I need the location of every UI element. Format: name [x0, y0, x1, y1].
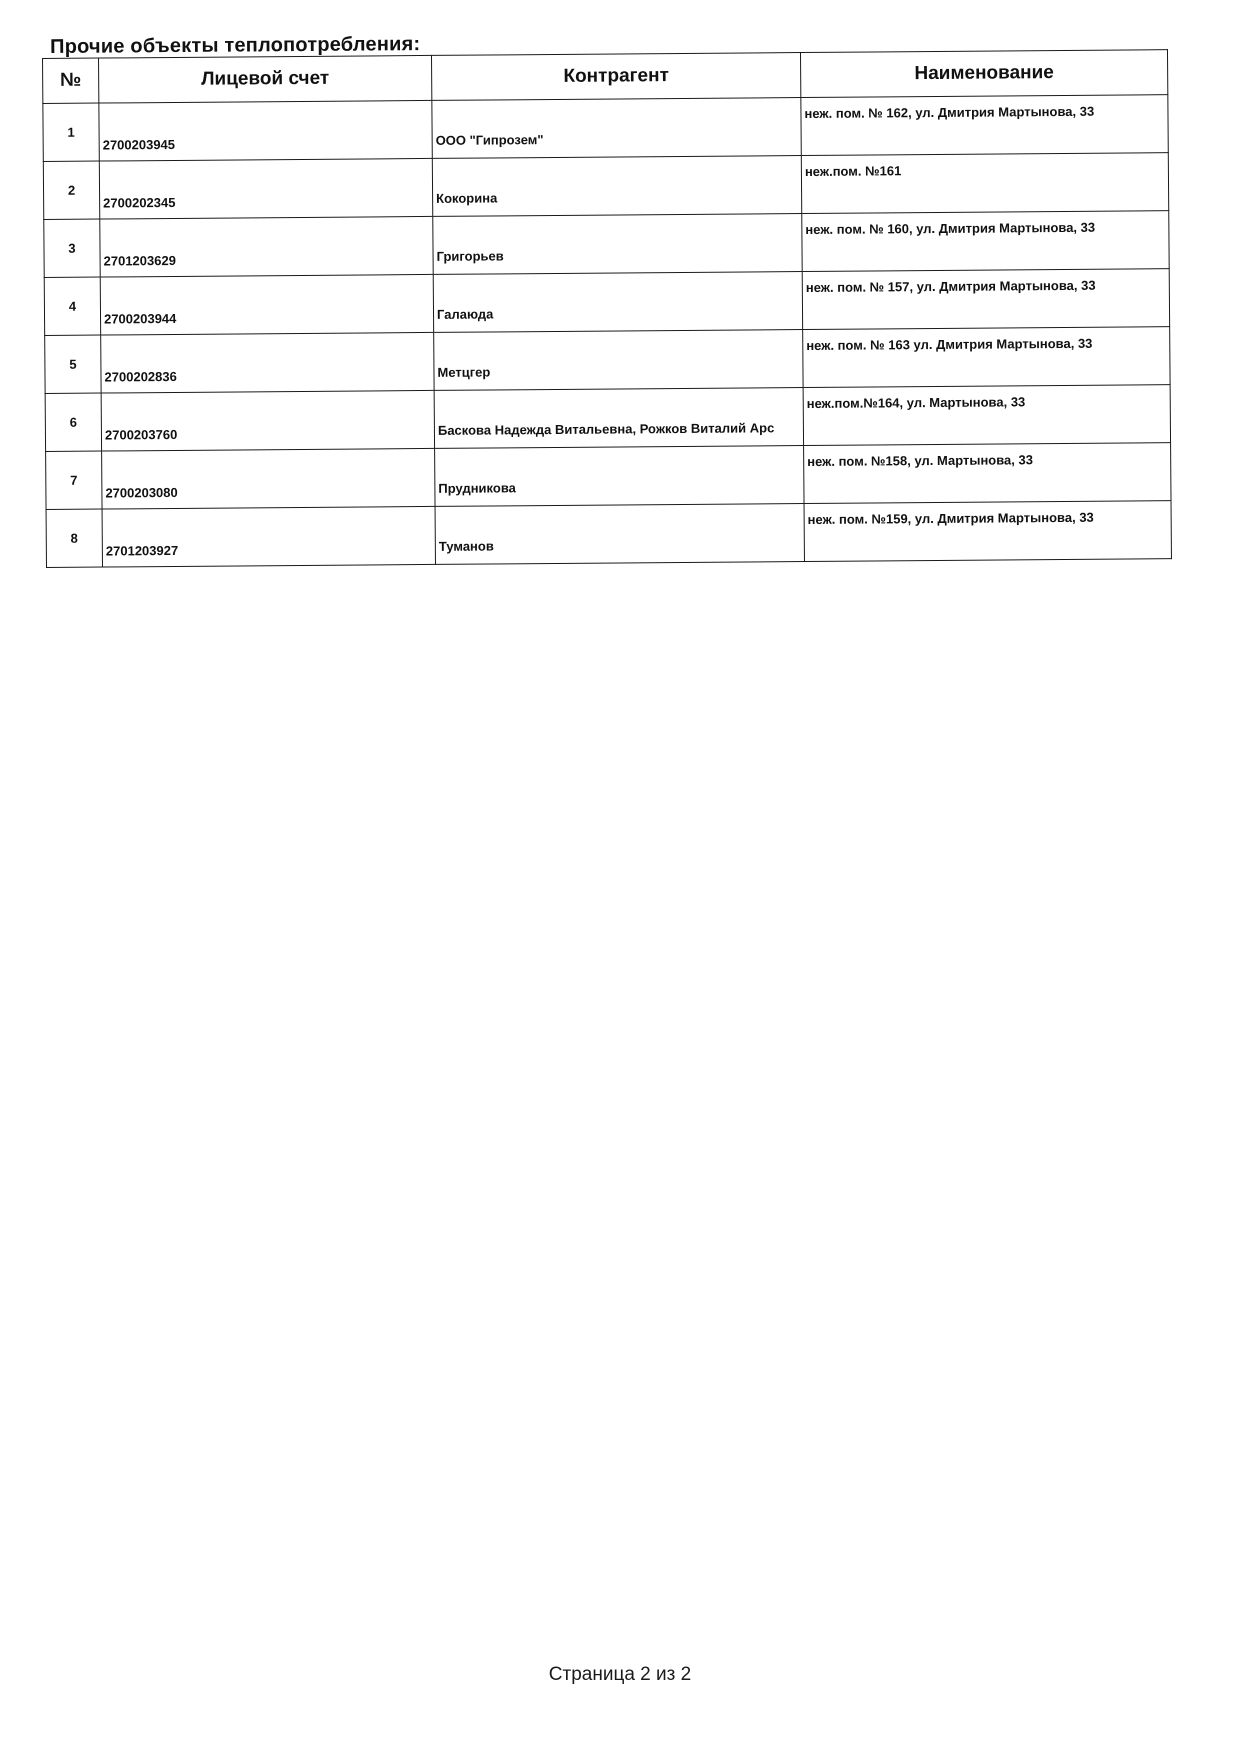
- row-counterparty: Галаюда: [433, 272, 802, 333]
- table-row: [43, 95, 1168, 162]
- row-name: неж. пом. № 162, ул. Дмитрия Мартынова, 33: [801, 95, 1168, 156]
- row-counterparty: Прудникова: [435, 446, 804, 507]
- row-name: неж. пом. № 163 ул. Дмитрия Мартынова, 33: [803, 327, 1170, 388]
- table-row: [46, 501, 1171, 568]
- row-number: 5: [45, 335, 101, 393]
- row-counterparty: Баскова Надежда Витальевна, Рожков Виталий Арс: [434, 388, 803, 449]
- row-counterparty: Метцгер: [434, 330, 803, 391]
- row-counterparty: Кокорина: [432, 156, 801, 217]
- row-account: 2700202836: [101, 332, 434, 393]
- row-name: неж. пом. № 157, ул. Дмитрия Мартынова, 33: [802, 269, 1169, 330]
- table-row: [46, 443, 1171, 510]
- row-name: неж.пом. №161: [801, 153, 1168, 214]
- row-account: 2700203945: [99, 100, 432, 161]
- row-name: неж. пом. №159, ул. Дмитрия Мартынова, 33: [804, 501, 1171, 562]
- header-number: №: [43, 58, 99, 103]
- row-number: 2: [43, 161, 99, 219]
- table-row: [44, 211, 1169, 278]
- row-number: 3: [44, 219, 100, 277]
- row-account: 2700203944: [100, 274, 433, 335]
- table-row: [44, 269, 1169, 336]
- row-number: 4: [44, 277, 100, 335]
- section-title: Прочие объекты теплопотребления:: [50, 33, 421, 58]
- page-number-footer: Страница 2 из 2: [548, 1664, 692, 1685]
- row-counterparty: ООО "Гипрозем": [432, 98, 801, 159]
- row-number: 7: [46, 451, 102, 509]
- row-counterparty: Григорьев: [433, 214, 802, 275]
- row-number: 6: [45, 393, 101, 451]
- header-name: Наименование: [800, 50, 1167, 98]
- row-number: 1: [43, 103, 99, 161]
- header-account: Лицевой счет: [99, 55, 432, 103]
- table-row: [45, 385, 1170, 452]
- row-name: неж. пом. № 160, ул. Дмитрия Мартынова, 33: [802, 211, 1169, 272]
- row-account: 2701203927: [102, 506, 435, 567]
- row-name: неж. пом. №158, ул. Мартынова, 33: [804, 443, 1171, 504]
- header-counterparty: Контрагент: [431, 53, 800, 101]
- row-number: 8: [46, 509, 102, 567]
- table-row: [45, 327, 1170, 394]
- row-account: 2701203629: [100, 216, 433, 277]
- table-row: [43, 153, 1168, 220]
- row-name: неж.пом.№164, ул. Мартынова, 33: [803, 385, 1170, 446]
- row-counterparty: Туманов: [435, 504, 804, 565]
- heat-consumers-table: [42, 49, 1172, 568]
- row-account: 2700203760: [101, 390, 434, 451]
- heat-consumers-table-wrap: [42, 49, 1171, 568]
- row-account: 2700202345: [99, 158, 432, 219]
- row-account: 2700203080: [102, 448, 435, 509]
